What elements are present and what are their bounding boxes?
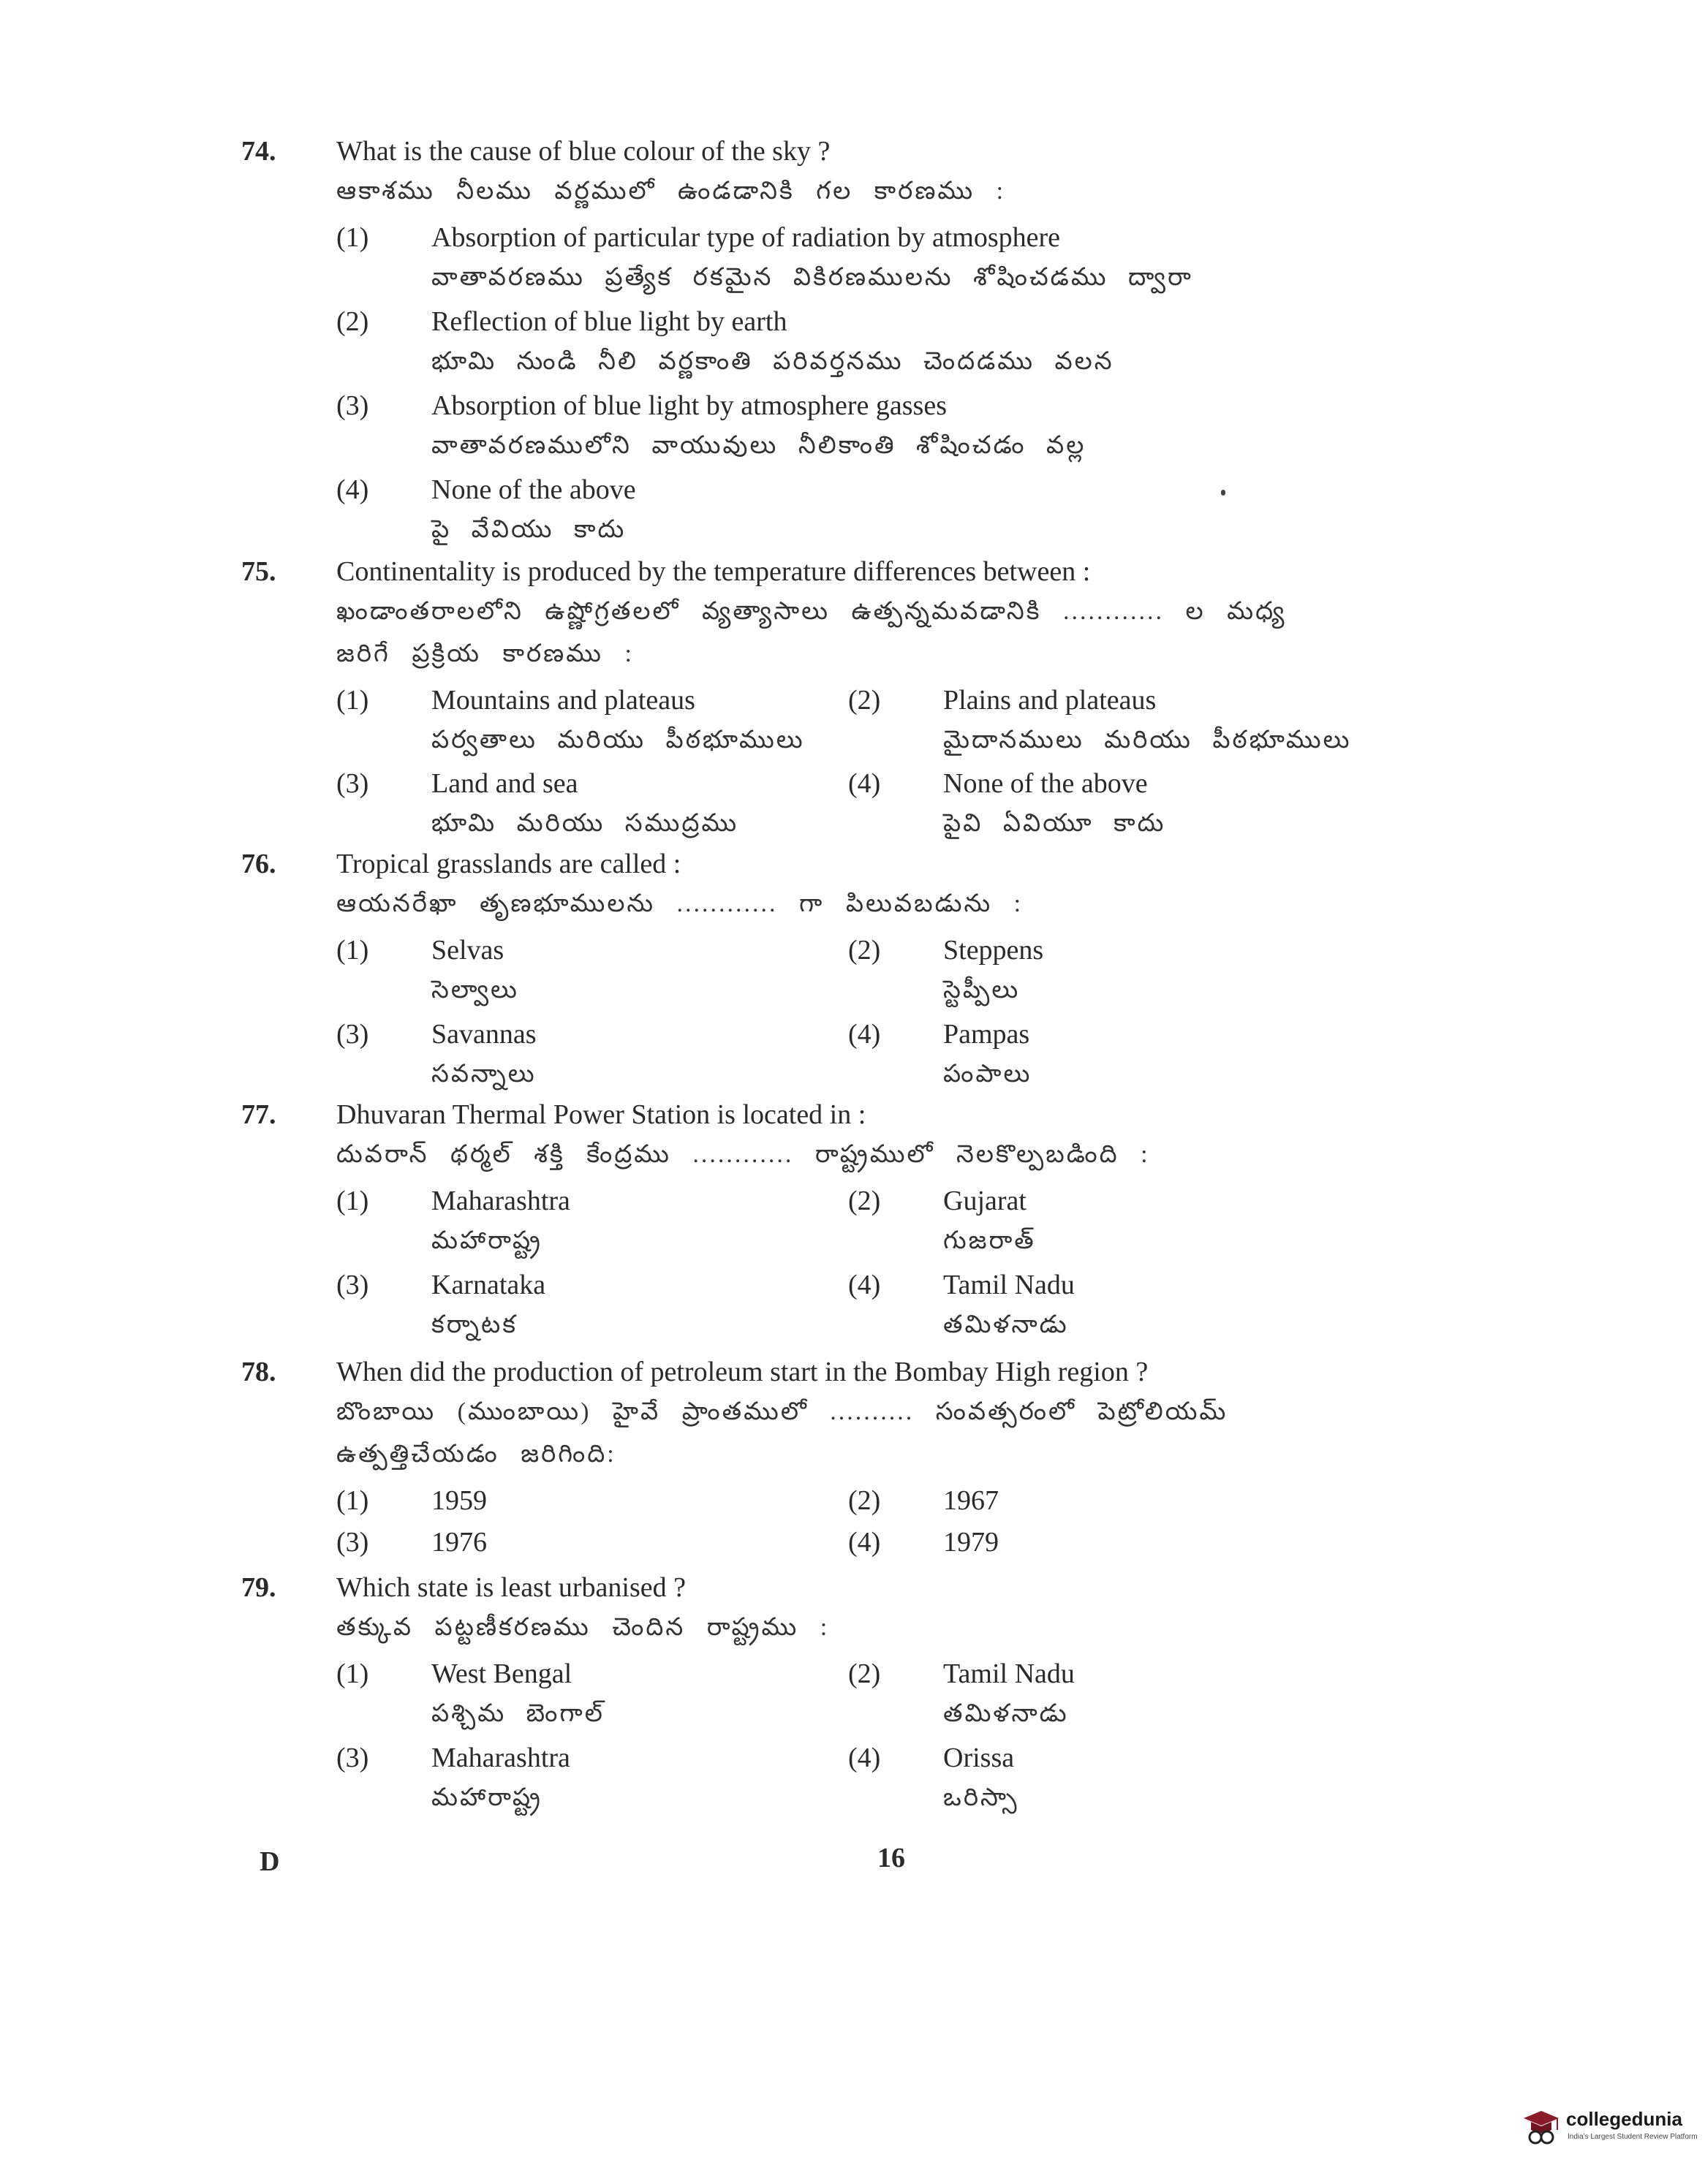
option-text: Plains and plateaus [943, 685, 1157, 716]
option-number: (2) [848, 1186, 881, 1216]
option-number: (4) [848, 768, 881, 799]
option-text-telugu: భూమి నుండి నీలి వర్ణకాంతి పరివర్తనము చెందడము వలన [431, 348, 1114, 375]
option-text: 1976 [431, 1527, 487, 1558]
option-text: None of the above [943, 768, 1148, 799]
option-text: Tamil Nadu [943, 1270, 1075, 1300]
option-text: West Bengal [431, 1658, 572, 1689]
option-text-telugu: పర్వతాలు మరియు పీఠభూములు [431, 727, 805, 754]
option-text-telugu: మహారాష్ట్ర [431, 1227, 542, 1254]
option-text-telugu: తమిళనాడు [943, 1700, 1069, 1727]
option-text: Tamil Nadu [943, 1658, 1075, 1689]
option-number: (2) [848, 685, 881, 716]
option-text: 1959 [431, 1485, 487, 1516]
option-number: (3) [336, 1270, 369, 1300]
option-text: Karnataka [431, 1270, 546, 1300]
option-number: (1) [336, 1658, 369, 1689]
option-text: Pampas [943, 1019, 1030, 1050]
question-text: Which state is least urbanised ? [336, 1572, 687, 1603]
stray-mark [1221, 490, 1225, 496]
option-text-telugu: సెల్వాలు [431, 977, 519, 1004]
question-text: What is the cause of blue colour of the sky ? [336, 136, 831, 167]
option-text-telugu: కర్నాటక [431, 1311, 518, 1338]
option-number: (1) [336, 222, 369, 253]
question-text-telugu: ఆకాశము నీలము వర్ణములో ఉండడానికి గల కారణము : [336, 178, 1006, 205]
option-text: Absorption of particular type of radiation by atmosphere [431, 222, 1061, 253]
graduation-cap-icon [1521, 2105, 1562, 2149]
question-text: Continentality is produced by the temperature differences between : [336, 556, 1091, 587]
option-number: (1) [336, 1186, 369, 1216]
option-text: Land and sea [431, 768, 578, 799]
option-number: (3) [336, 1743, 369, 1773]
question-text: When did the production of petroleum start in the Bombay High region ? [336, 1357, 1149, 1387]
option-text: Gujarat [943, 1186, 1027, 1216]
option-text: Maharashtra [431, 1186, 570, 1216]
option-text-telugu: మహారాష్ట్ర [431, 1784, 542, 1811]
question-75 [241, 556, 1543, 841]
question-text: Dhuvaran Thermal Power Station is located in : [336, 1099, 866, 1130]
option-number: (2) [848, 1485, 881, 1516]
question-74 [241, 135, 1543, 552]
option-text-telugu: పంపాలు [943, 1061, 1032, 1088]
option-number: (1) [336, 935, 369, 966]
option-text-telugu: వాతావరణము ప్రత్యేక రకమైన వికిరణములను శోషించడము ద్వారా [431, 264, 1193, 291]
option-text: Orissa [943, 1743, 1015, 1773]
question-number: 74. [241, 136, 276, 167]
option-text: Steppens [943, 935, 1044, 966]
question-79 [241, 1571, 1543, 1820]
option-number: (3) [336, 390, 369, 421]
option-number: (2) [848, 935, 881, 966]
option-text-telugu: పైవి ఏవియూ కాదు [943, 810, 1166, 837]
option-number: (1) [336, 1485, 369, 1516]
question-text-telugu: ఉత్పత్తిచేయడం జరిగింది: [336, 1441, 616, 1468]
option-number: (2) [848, 1658, 881, 1689]
option-number: (3) [336, 768, 369, 799]
booklet-code: D [260, 1846, 280, 1877]
question-number: 77. [241, 1099, 276, 1130]
option-text-telugu: వాతావరణములోని వాయువులు నీలికాంతి శోషించడం వల్ల [431, 432, 1086, 459]
option-text-telugu: పశ్చిమ బెంగాల్ [431, 1700, 605, 1727]
question-text-telugu: దువరాన్ థర్మల్ శక్తి కేంద్రము ............ రాష్ట్రములో నెలకొల్పబడింది : [336, 1141, 1150, 1168]
question-text-telugu: ఆయనరేఖా తృణభూములను ............ గా పిలువబడును : [336, 890, 1024, 917]
question-78 [241, 1356, 1543, 1568]
brand-name: collegedunia [1566, 2108, 1682, 2130]
option-number: (2) [336, 306, 369, 337]
question-text-telugu: బొంబాయి (ముంబాయి) హైవే ప్రాంతములో .......... సంవత్సరంలో పెట్రోలియమ్ [336, 1398, 1228, 1425]
question-text-telugu: ఖండాంతరాలలోని ఉష్ణోగ్రతలలో వ్యత్యాసాలు ఉత్పన్నమవడానికి ............ ల మధ్య [336, 598, 1287, 625]
option-number: (4) [336, 474, 369, 505]
question-text-telugu: జరిగే ప్రక్రియ కారణము : [336, 640, 634, 667]
option-text-telugu: గుజరాత్ [943, 1227, 1036, 1254]
option-number: (4) [848, 1527, 881, 1558]
option-text: 1967 [943, 1485, 999, 1516]
option-text: Savannas [431, 1019, 537, 1050]
question-number: 76. [241, 849, 276, 879]
option-text-telugu: ఒరిస్సా [943, 1784, 1019, 1811]
option-text: 1979 [943, 1527, 999, 1558]
option-text-telugu: భూమి మరియు సముద్రము [431, 810, 739, 837]
question-number: 79. [241, 1572, 276, 1603]
option-text: Mountains and plateaus [431, 685, 695, 716]
option-number: (3) [336, 1527, 369, 1558]
option-text: Absorption of blue light by atmosphere gasses [431, 390, 948, 421]
question-text: Tropical grasslands are called : [336, 849, 681, 879]
option-text-telugu: తమిళనాడు [943, 1311, 1069, 1338]
option-number: (4) [848, 1743, 881, 1773]
page-number: 16 [877, 1843, 905, 1873]
option-number: (3) [336, 1019, 369, 1050]
option-text-telugu: స్టెప్పీలు [943, 977, 1021, 1004]
collegedunia-watermark [1521, 2098, 1696, 2171]
option-text-telugu: పై వేవియు కాదు [431, 516, 627, 543]
option-number: (1) [336, 685, 369, 716]
option-text-telugu: మైదానములు మరియు పీఠభూములు [943, 727, 1352, 754]
brand-tagline: India's Largest Student Review Platform [1568, 2133, 1698, 2141]
option-text: None of the above [431, 474, 636, 505]
option-text: Selvas [431, 935, 504, 966]
question-77 [241, 1099, 1543, 1347]
question-number: 78. [241, 1357, 276, 1387]
question-76 [241, 848, 1543, 1096]
option-number: (4) [848, 1270, 881, 1300]
option-number: (4) [848, 1019, 881, 1050]
question-text-telugu: తక్కువ పట్టణీకరణము చెందిన రాష్ట్రము : [336, 1614, 830, 1641]
option-text-telugu: సవన్నాలు [431, 1061, 537, 1088]
option-text: Reflection of blue light by earth [431, 306, 787, 337]
option-text: Maharashtra [431, 1743, 570, 1773]
question-number: 75. [241, 556, 276, 587]
